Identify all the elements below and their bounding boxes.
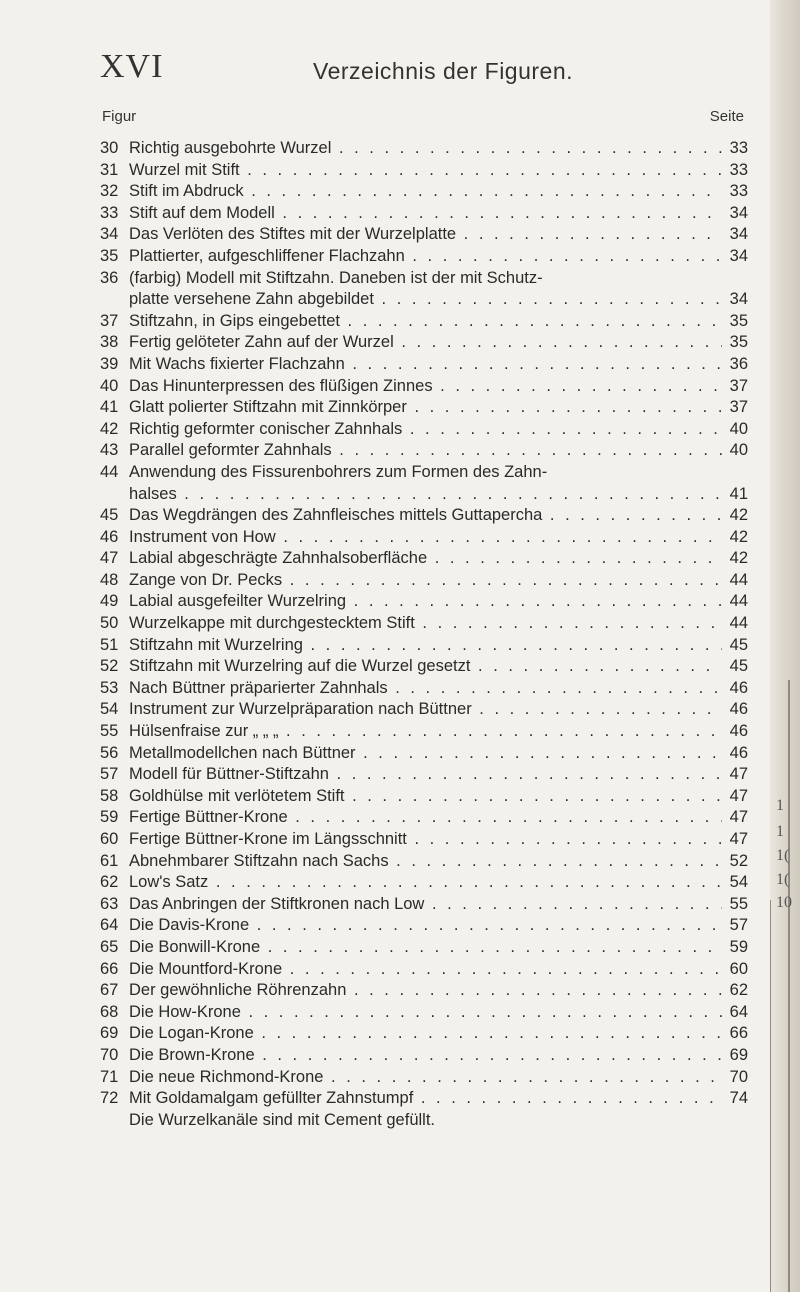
list-item xyxy=(100,548,748,570)
figure-title: Stift im Abdruck . . . xyxy=(129,181,722,203)
page-ref: 40 xyxy=(729,441,748,460)
figure-number: 48 xyxy=(100,570,119,589)
figure-number: 58 xyxy=(100,786,119,805)
figure-title: Instrument von How . . . xyxy=(129,527,722,549)
figure-title: Die Wurzelkanäle sind mit Cement gefüllt. xyxy=(129,1110,435,1129)
page-ref: 57 xyxy=(729,916,748,935)
list-item xyxy=(100,829,748,851)
figure-title: Low's Satz . . . xyxy=(129,872,722,894)
page-ref: 37 xyxy=(729,376,748,395)
figure-title: Parallel geformter Zahnhals . . . xyxy=(129,440,722,462)
list-item xyxy=(100,354,748,376)
list-item xyxy=(100,419,748,441)
figure-number: 57 xyxy=(100,765,119,784)
figure-title: Richtig ausgebohrte Wurzel . . . xyxy=(129,138,722,160)
edge-fragment: 1( xyxy=(776,871,790,888)
list-item xyxy=(100,376,748,398)
page-ref: 46 xyxy=(729,678,748,697)
page-ref: 74 xyxy=(729,1089,748,1108)
page-ref: 34 xyxy=(729,203,748,222)
adjacent-page-edge xyxy=(770,0,800,1292)
page-ref: 41 xyxy=(729,484,748,503)
list-item xyxy=(100,505,748,527)
figure-title: Die How-Krone . . . xyxy=(129,1002,722,1024)
figure-number: 72 xyxy=(100,1089,119,1108)
figure-number: 33 xyxy=(100,203,119,222)
list-item xyxy=(100,246,748,268)
list-item xyxy=(100,268,748,290)
list-item xyxy=(100,764,748,786)
list-item xyxy=(100,1067,748,1089)
figure-number: 49 xyxy=(100,592,119,611)
figure-number: 63 xyxy=(100,894,119,913)
page-ref: 42 xyxy=(729,527,748,546)
list-item xyxy=(100,138,748,160)
figure-title: Instrument zur Wurzelpräparation nach Büttner . . . xyxy=(129,699,722,721)
list-item xyxy=(100,160,748,182)
figure-number: 34 xyxy=(100,225,119,244)
page-ref: 70 xyxy=(729,1067,748,1086)
page-ref: 44 xyxy=(729,570,748,589)
figure-title: Goldhülse mit verlötetem Stift . . . xyxy=(129,786,722,808)
figure-title: Hülsenfraise zur „ „ „ . . . xyxy=(129,721,722,743)
list-item xyxy=(100,915,748,937)
figure-title: Mit Wachs fixierter Flachzahn . . . xyxy=(129,354,722,376)
list-item xyxy=(100,786,748,808)
figure-title: Das Verlöten des Stiftes mit der Wurzelplatte . . . xyxy=(129,224,722,246)
list-item xyxy=(100,181,748,203)
figure-title: Plattierter, aufgeschliffener Flachzahn . . . xyxy=(129,246,722,268)
page-ref: 33 xyxy=(729,139,748,157)
page-ref: 46 xyxy=(729,722,748,741)
figure-title: Fertige Büttner-Krone im Längsschnitt . . . xyxy=(129,829,722,851)
list-item xyxy=(100,1023,748,1045)
page-ref: 46 xyxy=(729,700,748,719)
figure-number: 30 xyxy=(100,139,119,157)
page-ref: 59 xyxy=(729,937,748,956)
list-item xyxy=(100,484,748,506)
figure-title: Die Davis-Krone . . . xyxy=(129,915,722,937)
figure-title: Abnehmbarer Stiftzahn nach Sachs . . . xyxy=(129,851,722,873)
figure-title: Der gewöhnliche Röhrenzahn . . . xyxy=(129,980,722,1002)
list-item xyxy=(100,591,748,613)
figure-title: Labial ausgefeilter Wurzelring . . . xyxy=(129,591,722,613)
figure-title: Wurzelkappe mit durchgestecktem Stift . . . xyxy=(129,613,722,635)
list-item xyxy=(100,959,748,981)
page-edge-line xyxy=(770,900,771,1292)
list-item xyxy=(100,894,748,916)
figure-title: platte versehene Zahn abgebildet . . . xyxy=(129,289,722,311)
figure-number: 59 xyxy=(100,808,119,827)
list-item xyxy=(100,613,748,635)
list-item xyxy=(100,937,748,959)
figure-number: 53 xyxy=(100,678,119,697)
page-ref: 45 xyxy=(729,657,748,676)
figure-title: Anwendung des Fissurenbohrers zum Formen des Zahn- xyxy=(129,462,548,481)
figure-number: 67 xyxy=(100,981,119,1000)
page-ref: 36 xyxy=(729,354,748,373)
list-item xyxy=(100,699,748,721)
figure-title: Metallmodellchen nach Büttner . . . xyxy=(129,743,722,765)
page-ref: 47 xyxy=(729,830,748,848)
figure-number: 52 xyxy=(100,657,119,676)
list-item xyxy=(100,851,748,873)
edge-fragment: 1 xyxy=(776,797,784,814)
page-ref: 44 xyxy=(729,592,748,611)
page-ref: 54 xyxy=(729,873,748,892)
page-ref: 62 xyxy=(729,981,748,1000)
figure-number: 55 xyxy=(100,722,119,741)
figure-number: 36 xyxy=(100,268,119,287)
figure-title: Zange von Dr. Pecks . . . xyxy=(129,570,722,592)
page-ref: 45 xyxy=(729,635,748,654)
page-ref: 34 xyxy=(729,290,748,309)
list-item xyxy=(100,224,748,246)
figure-number: 39 xyxy=(100,354,119,373)
list-item xyxy=(100,1002,748,1024)
list-item xyxy=(100,635,748,657)
figure-number: 50 xyxy=(100,614,119,633)
figure-number: 42 xyxy=(100,419,119,438)
figure-number: 37 xyxy=(100,311,119,330)
page-ref: 35 xyxy=(729,311,748,330)
figure-title: Mit Goldamalgam gefüllter Zahnstumpf . . . xyxy=(129,1088,722,1110)
page-ref: 69 xyxy=(729,1045,748,1064)
figure-title: Das Hinunterpressen des flüßigen Zinnes . . . xyxy=(129,376,722,398)
page-ref: 33 xyxy=(729,160,748,179)
list-item xyxy=(100,1110,748,1132)
list-item xyxy=(100,678,748,700)
figure-title: Die neue Richmond-Krone . . . xyxy=(129,1067,722,1089)
page-ref: 42 xyxy=(729,506,748,525)
page-ref: 64 xyxy=(729,1002,748,1021)
list-item xyxy=(100,872,748,894)
list-item xyxy=(100,311,748,333)
figure-title: Stift auf dem Modell . . . xyxy=(129,203,722,225)
figure-number: 43 xyxy=(100,441,119,460)
figure-title: Labial abgeschrägte Zahnhalsoberfläche . . . xyxy=(129,548,722,570)
figure-number: 65 xyxy=(100,937,119,956)
page-ref: 47 xyxy=(729,808,748,827)
figure-list xyxy=(100,138,748,1131)
figure-number: 68 xyxy=(100,1002,119,1021)
figure-number: 35 xyxy=(100,246,119,265)
figure-title: (farbig) Modell mit Stiftzahn. Daneben ist der mit Schutz- xyxy=(129,268,543,287)
list-item xyxy=(100,332,748,354)
figure-number: 32 xyxy=(100,182,119,201)
figure-number: 38 xyxy=(100,333,119,352)
figure-title: Die Mountford-Krone . . . xyxy=(129,959,722,981)
page-ref: 47 xyxy=(729,765,748,784)
list-item xyxy=(100,527,748,549)
list-item xyxy=(100,570,748,592)
figure-title: Das Wegdrängen des Zahnfleisches mittels Guttapercha . . . xyxy=(129,505,722,527)
figure-title: Richtig geformter conischer Zahnhals . . . xyxy=(129,419,722,441)
figure-number: 71 xyxy=(100,1067,119,1086)
figure-number: 66 xyxy=(100,959,119,978)
page-ref: 44 xyxy=(729,614,748,633)
list-item xyxy=(100,656,748,678)
figure-title: Das Anbringen der Stiftkronen nach Low . . . xyxy=(129,894,722,916)
list-item xyxy=(100,289,748,311)
figure-title: Stiftzahn mit Wurzelring auf die Wurzel gesetzt . . . xyxy=(129,656,722,678)
figure-title: Glatt polierter Stiftzahn mit Zinnkörper . . . xyxy=(129,397,722,419)
figure-number: 47 xyxy=(100,549,119,568)
page-edge-line xyxy=(788,680,790,1292)
list-item xyxy=(100,743,748,765)
list-item xyxy=(100,721,748,743)
figure-number: 62 xyxy=(100,873,119,892)
list-item xyxy=(100,1088,748,1110)
figure-title: Stiftzahn mit Wurzelring . . . xyxy=(129,635,722,657)
figure-title: Wurzel mit Stift . . . xyxy=(129,160,722,182)
figure-number: 46 xyxy=(100,527,119,546)
figure-column-heading: Figur xyxy=(102,108,137,125)
figure-number: 41 xyxy=(100,398,119,417)
figure-number: 60 xyxy=(100,830,119,848)
figure-number: 44 xyxy=(100,462,119,481)
page-header xyxy=(0,44,800,94)
figure-title: Nach Büttner präparierter Zahnhals . . . xyxy=(129,678,722,700)
figure-number: 51 xyxy=(100,635,119,654)
list-item xyxy=(100,397,748,419)
list-item xyxy=(100,440,748,462)
edge-fragment: 1( xyxy=(776,847,790,864)
page-ref: 66 xyxy=(729,1024,748,1043)
figure-title: Modell für Büttner-Stiftzahn . . . xyxy=(129,764,722,786)
figure-number: 56 xyxy=(100,743,119,762)
list-item xyxy=(100,462,748,484)
page-ref: 42 xyxy=(729,549,748,568)
list-item xyxy=(100,203,748,225)
figure-number: 64 xyxy=(100,916,119,935)
list-item xyxy=(100,1045,748,1067)
figure-title: Die Bonwill-Krone . . . xyxy=(129,937,722,959)
page-ref: 60 xyxy=(729,959,748,978)
figure-number: 70 xyxy=(100,1045,119,1064)
figure-number: 54 xyxy=(100,700,119,719)
figure-number: 69 xyxy=(100,1024,119,1043)
figure-title: Die Brown-Krone . . . xyxy=(129,1045,722,1067)
page-title: Verzeichnis der Figuren. xyxy=(313,58,574,84)
figure-number: 61 xyxy=(100,851,119,870)
page-ref: 33 xyxy=(729,182,748,201)
page-ref: 37 xyxy=(729,398,748,417)
page-ref: 40 xyxy=(729,419,748,438)
list-item xyxy=(100,980,748,1002)
page-ref: 47 xyxy=(729,786,748,805)
figure-number: 40 xyxy=(100,376,119,395)
list-item xyxy=(100,807,748,829)
figure-number: 31 xyxy=(100,160,119,179)
figure-title: Fertig gelöteter Zahn auf der Wurzel . . . xyxy=(129,332,722,354)
figure-title: Fertige Büttner-Krone . . . xyxy=(129,807,722,829)
figure-number: 45 xyxy=(100,506,119,525)
figure-title: Die Logan-Krone . . . xyxy=(129,1023,722,1045)
page-ref: 35 xyxy=(729,333,748,352)
page-ref: 55 xyxy=(729,894,748,913)
page-ref: 34 xyxy=(729,225,748,244)
page-ref: 34 xyxy=(729,246,748,265)
page-number: XVI xyxy=(100,48,164,85)
figure-title: Stiftzahn, in Gips eingebettet . . . xyxy=(129,311,722,333)
page-ref: 52 xyxy=(729,851,748,870)
page-column-heading: Seite xyxy=(709,108,744,125)
figure-title: halses . . . xyxy=(129,484,722,506)
page-ref: 46 xyxy=(729,743,748,762)
edge-fragment: 1 xyxy=(776,823,784,840)
edge-fragment: 10 xyxy=(776,894,792,911)
